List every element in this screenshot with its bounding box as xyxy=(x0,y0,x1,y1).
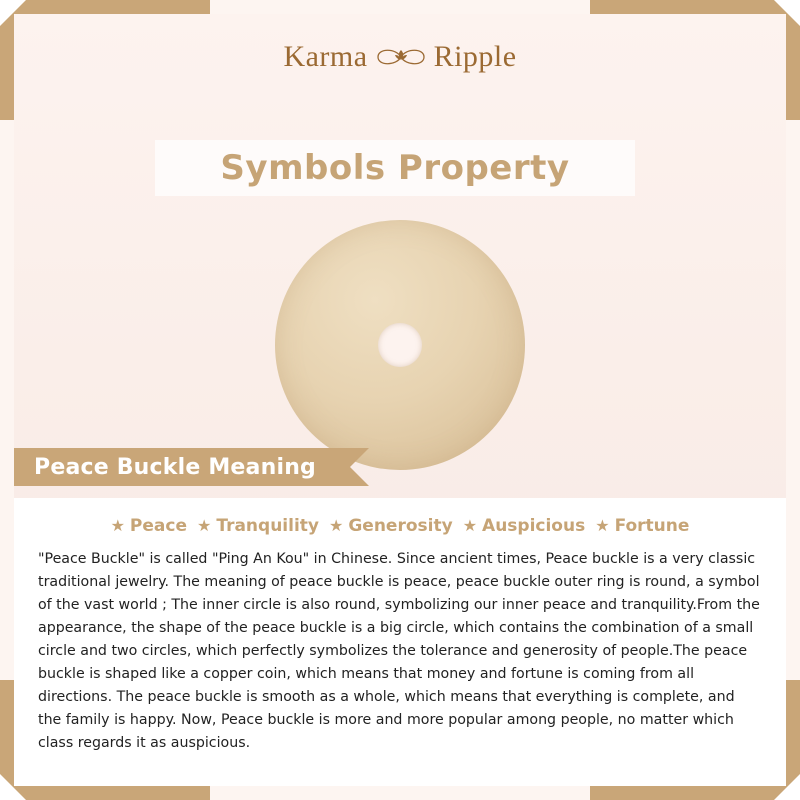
keyword-item xyxy=(111,516,187,536)
frame-border-bottom-right xyxy=(590,786,800,800)
keyword-label: Tranquility xyxy=(216,516,319,536)
keyword-label: Peace xyxy=(129,516,187,536)
keyword-label: Generosity xyxy=(348,516,453,536)
brand-name-right: Ripple xyxy=(433,40,517,73)
disc-center-hole xyxy=(378,323,422,367)
page-title: Symbols Property xyxy=(220,148,570,188)
star-icon: ★ xyxy=(462,516,478,535)
title-banner xyxy=(155,140,635,196)
product-image-area xyxy=(0,210,800,470)
corner-cut-top-right xyxy=(774,0,800,26)
star-icon: ★ xyxy=(197,516,212,535)
keyword-item xyxy=(595,516,689,536)
description-paragraph: "Peace Buckle" is called "Ping An Kou" in Chinese. Since ancient times, Peace buckle is a very classic traditional jewelry. The meaning of peace buckle is peace, peace buckle outer ring is round, a symbol of the vast world ; The inner circle is also round, symbolizing our inner peace and tranquility.From the appearance, the shape of the peace buckle is a big circle, which contains the combination of a small circle and two circles, which perfectly symbolizes the tolerance and generosity of people.The peace buckle is shaped like a copper coin, which means that money and fortune is coming from all directions. The peace buckle is smooth as a whole, which means that everything is complete, and the family is happy. Now, Peace buckle is more and more popular among people, no matter which class regards it as auspicious. xyxy=(38,551,760,751)
content-card xyxy=(14,498,786,786)
infinity-lotus-logo-icon xyxy=(374,44,428,70)
brand-name-left: Karma xyxy=(283,40,368,73)
star-icon: ★ xyxy=(329,516,344,535)
keyword-item xyxy=(463,516,586,536)
frame-border-top-right xyxy=(590,0,800,14)
star-icon: ★ xyxy=(110,516,125,535)
peace-buckle-disc-icon xyxy=(275,220,525,470)
keyword-item xyxy=(197,516,319,536)
brand-logo xyxy=(0,40,800,74)
keyword-label: Auspicious xyxy=(482,516,586,536)
keyword-label: Fortune xyxy=(614,516,690,536)
section-ribbon xyxy=(14,448,350,486)
keyword-list xyxy=(38,516,762,536)
frame-border-top-left xyxy=(0,0,210,14)
star-icon: ★ xyxy=(595,516,610,535)
frame-border-bottom-left xyxy=(0,786,210,800)
section-ribbon-label: Peace Buckle Meaning xyxy=(34,454,317,480)
corner-cut-top-left xyxy=(0,0,26,26)
ribbon-tail-shape xyxy=(350,448,369,486)
keyword-item xyxy=(329,516,453,536)
